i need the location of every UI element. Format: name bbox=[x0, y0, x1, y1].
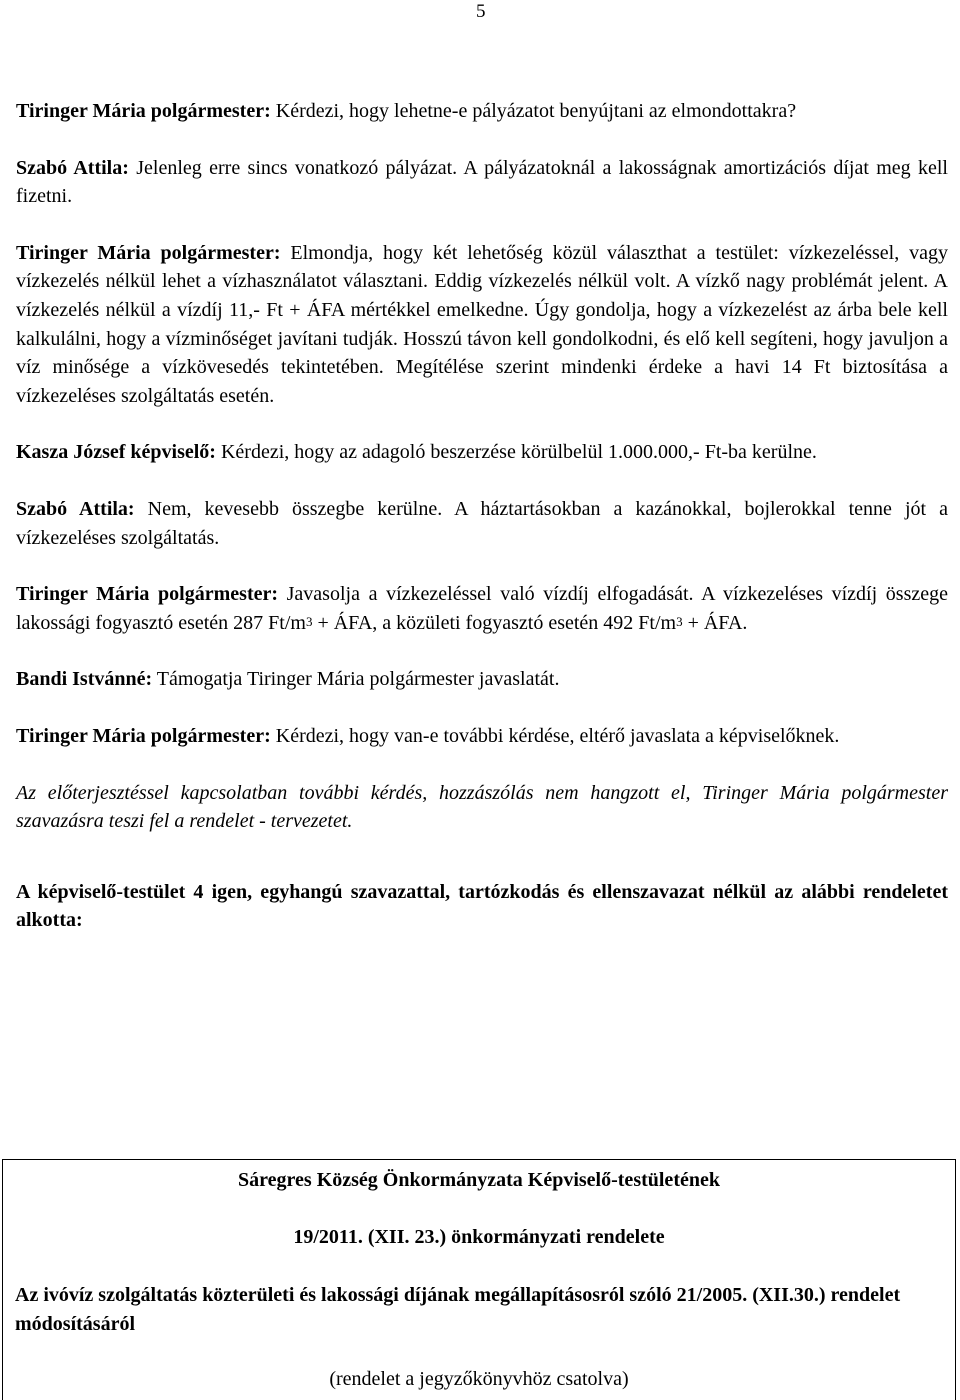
paragraph-text: Nem, kevesebb összegbe kerülne. A háztartásokban a kazánokkal, bojlerokkal tenne jót a vízkezeléses szolgáltatás. bbox=[16, 497, 948, 549]
resolution-text bbox=[16, 878, 948, 935]
decree-box bbox=[2, 1159, 956, 1400]
paragraph-text: Javasolja a vízkezeléssel való vízdíj elfogadását. A vízkezeléses vízdíj összege lakossági fogyasztó esetén 287 Ft/m bbox=[16, 583, 948, 634]
speaker-name: Bandi Istvánné: bbox=[16, 668, 153, 691]
document-body bbox=[16, 97, 948, 935]
paragraph-text: Kérdezi, hogy lehetne-e pályázatot benyújtani az elmondottakra? bbox=[270, 100, 797, 122]
paragraph-text: Elmondja, hogy két lehetőség közül választhat a testület: vízkezeléssel, vagy vízkezelés nélkül lehet a vízhasználatot választani. Eddig vízkezelés nélkül volt. A vízkő nagy problémát jelent. A vízkezelés nélkül a vízdíj 11,- Ft + ÁFA mértékkel emelkedne. Úgy gondolja, hogy a vízkezelést az árba bele kell kalkulálni, hogy a vízminőséget javítani tudják. Hosszú távon kell gondolkodni, és elő kell segíteni, hogy javuljon a víz minősége a vízkövesedés tekintetében. Megítélése szerint mindenki érdeke a havi 14 Ft biztosítása a vízkezeléses szolgáltatás esetén. bbox=[16, 241, 948, 407]
paragraph bbox=[16, 495, 948, 552]
price-paragraph bbox=[16, 580, 948, 637]
paragraph-text: Jelenleg erre sincs vonatkozó pályázat. A pályázatoknál a lakosságnak amortizációs díjat meg kell fizetni. bbox=[16, 156, 948, 208]
paragraph bbox=[16, 154, 948, 211]
decree-number: 19/2011. (XII. 23.) önkormányzati rendelete bbox=[293, 1226, 665, 1248]
speaker-name: Tiringer Mária polgármester: bbox=[16, 724, 271, 747]
speaker-name: Tiringer Mária polgármester: bbox=[16, 100, 271, 122]
speaker-name: Szabó Attila: bbox=[16, 156, 129, 179]
page-number: 5 bbox=[476, 1, 486, 22]
resolution-bold: A képviselő-testület 4 igen, egyhangú szavazattal, tartózkodás és ellenszavazat nélkül az alábbi rendeletet alkotta: bbox=[16, 880, 948, 932]
superscript: 3 bbox=[676, 613, 683, 629]
decree-subject: Az ivóvíz szolgáltatás közterületi és lakossági díjának megállapításosról szóló 21/2005. (XII.30.) rendelet módosításáról bbox=[15, 1284, 901, 1335]
decree-note: (rendelet a jegyzőkönyvhöz csatolva) bbox=[329, 1368, 629, 1390]
paragraph bbox=[16, 97, 948, 126]
decree-title: Sáregres Község Önkormányzata Képviselő-testületének bbox=[238, 1169, 720, 1191]
paragraph bbox=[16, 665, 948, 694]
speaker-name: Kasza József képviselő: bbox=[16, 441, 216, 464]
paragraph-text: Kérdezi, hogy az adagoló beszerzése körülbelül 1.000.000,- Ft-ba kerülne. bbox=[215, 441, 817, 464]
speaker-name: Szabó Attila: bbox=[16, 497, 135, 520]
paragraph-text: + ÁFA, a közületi fogyasztó esetén 492 Ft/m bbox=[312, 611, 677, 634]
speaker-name: Tiringer Mária polgármester: bbox=[16, 583, 279, 606]
superscript: 3 bbox=[305, 613, 313, 629]
paragraph bbox=[16, 438, 948, 467]
speaker-name: Tiringer Mária polgármester: bbox=[16, 241, 281, 264]
paragraph bbox=[16, 722, 948, 751]
paragraph bbox=[16, 239, 948, 411]
italic-note: Az előterjesztéssel kapcsolatban további kérdés, hozzászólás nem hangzott el, Tiringer Mária polgármester szavazásra teszi fel a rendelet - tervezetet. bbox=[16, 781, 948, 833]
paragraph-text: Kérdezi, hogy van-e további kérdése, eltérő javaslata a képviselőknek. bbox=[270, 724, 840, 747]
paragraph-text: + ÁFA. bbox=[682, 611, 748, 634]
paragraph-text: Támogatja Tiringer Mária polgármester javaslatát. bbox=[152, 668, 560, 691]
